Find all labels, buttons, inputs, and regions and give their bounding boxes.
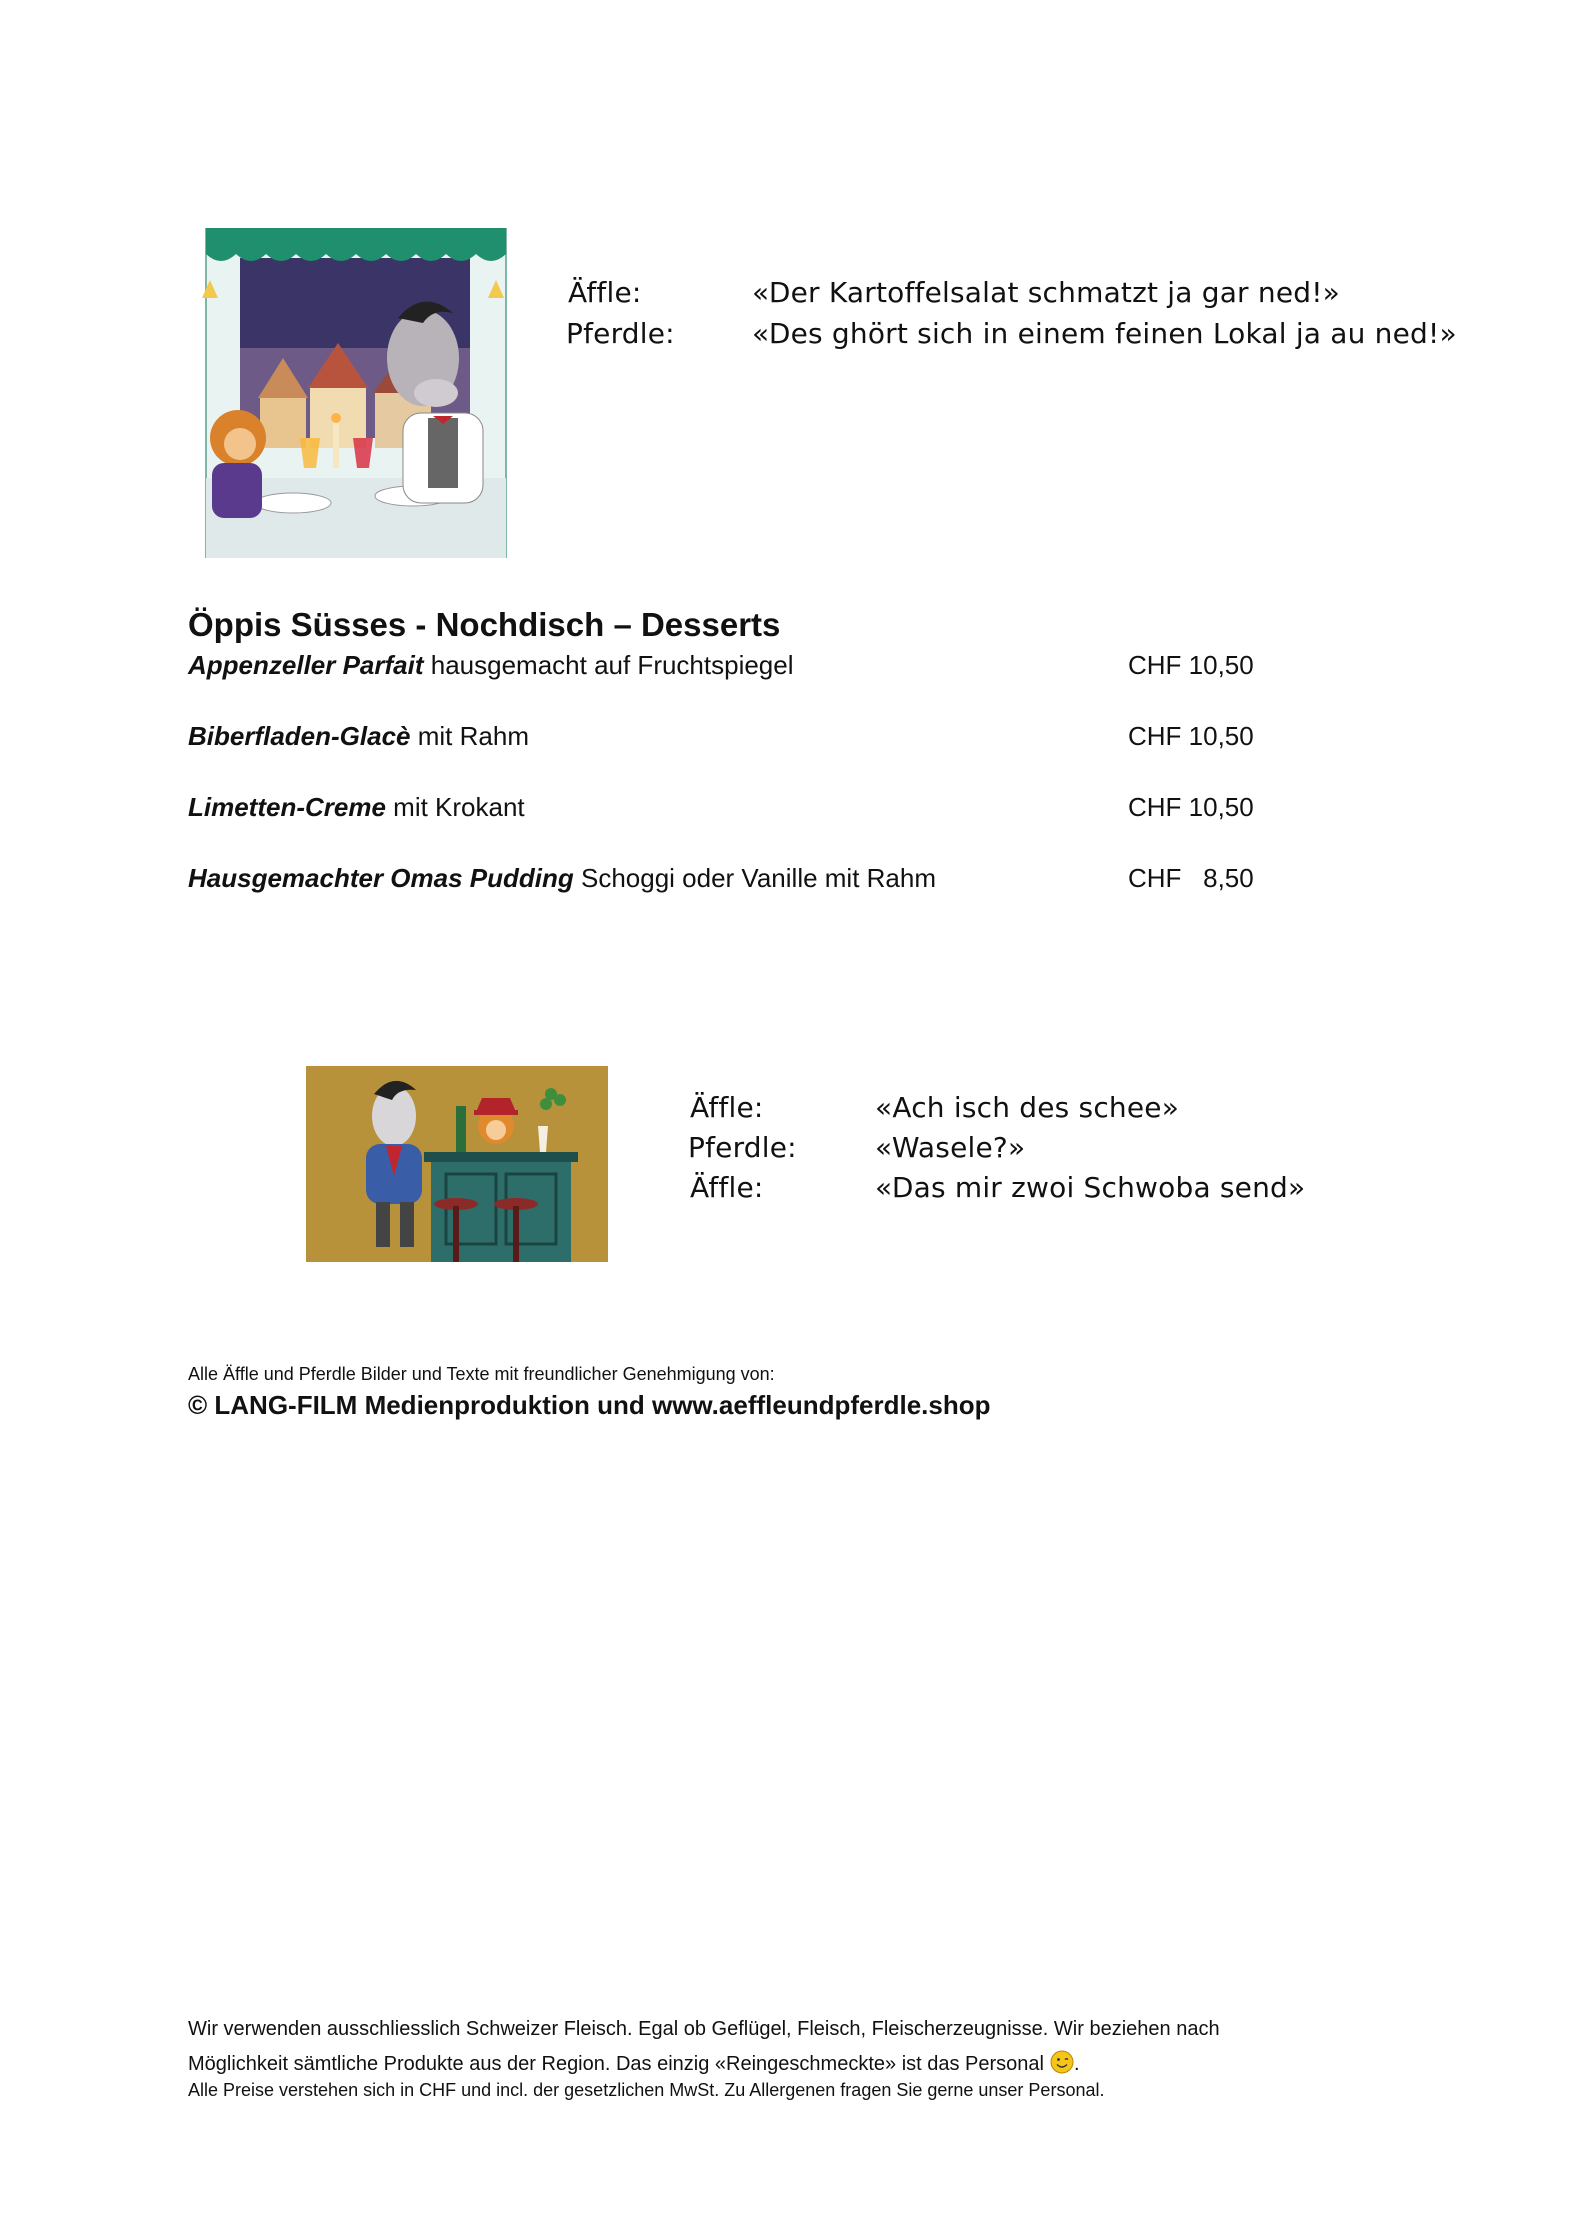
menu-item-price: CHF 10,50 [1128, 650, 1254, 680]
illustration-restaurant-scene [188, 228, 522, 558]
menu-item-desc: Schoggi oder Vanille mit Rahm [573, 863, 937, 893]
credit-note: Alle Äffle und Pferdle Bilder und Texte mit freundlicher Genehmigung von: [188, 1364, 775, 1384]
menu-item-name: Biberfladen-Glacè [188, 721, 411, 751]
menu-item [188, 721, 529, 752]
menu-item-name: Appenzeller Parfait [188, 650, 424, 680]
credit-copyright: © LANG-FILM Medienproduktion und www.aeffleundpferdle.shop [188, 1390, 991, 1420]
dialog-bottom-speaker-2: Pferdle: [688, 1131, 797, 1164]
illustration-bar-scene [306, 1066, 608, 1262]
footer-line-3: Alle Preise verstehen sich in CHF und incl. der gesetzlichen MwSt. Zu Allergenen fragen Sie gerne unser Personal. [188, 2080, 1105, 2100]
footer-line-1: Wir verwenden ausschliesslich Schweizer Fleisch. Egal ob Geflügel, Fleisch, Fleischerzeugnisse. Wir beziehen nach [188, 2018, 1220, 2040]
footer-line-2-text: Möglichkeit sämtliche Produkte aus der Region. Das einzig «Reingeschmeckte» ist das Personal [188, 2053, 1044, 2075]
dialog-top-line-1: «Der Kartoffelsalat schmatzt ja gar ned!» [752, 276, 1340, 309]
dialog-bottom-speaker-3: Äffle: [690, 1171, 764, 1204]
dialog-bottom-line-3: «Das mir zwoi Schwoba send» [875, 1171, 1306, 1204]
dialog-top-speaker-1: Äffle: [568, 276, 642, 309]
dialog-bottom-speaker-1: Äffle: [690, 1091, 764, 1124]
menu-item-desc: mit Krokant [385, 792, 525, 822]
menu-item-name: Limetten-Creme [188, 792, 386, 822]
smiley-icon [1050, 2050, 1074, 2074]
menu-item-desc: hausgemacht auf Fruchtspiegel [423, 650, 794, 680]
dialog-bottom-line-1: «Ach isch des schee» [875, 1091, 1180, 1124]
section-title: Öppis Süsses - Nochdisch – Desserts [188, 606, 781, 643]
menu-item [188, 650, 794, 681]
menu-item-price: CHF 10,50 [1128, 721, 1254, 751]
menu-item-name: Hausgemachter Omas Pudding [188, 863, 574, 893]
footer-line-2-end: . [1074, 2053, 1080, 2075]
menu-item [188, 792, 525, 823]
dialog-bottom-line-2: «Wasele?» [875, 1131, 1026, 1164]
menu-item-price: CHF 10,50 [1128, 792, 1254, 822]
footer-line-2 [188, 2050, 1080, 2076]
dialog-top-speaker-2: Pferdle: [566, 317, 675, 350]
menu-item-price: CHF 8,50 [1128, 863, 1254, 893]
menu-item [188, 863, 936, 894]
menu-item-desc: mit Rahm [410, 721, 529, 751]
dialog-top-line-2: «Des ghört sich in einem feinen Lokal ja au ned!» [752, 317, 1457, 350]
